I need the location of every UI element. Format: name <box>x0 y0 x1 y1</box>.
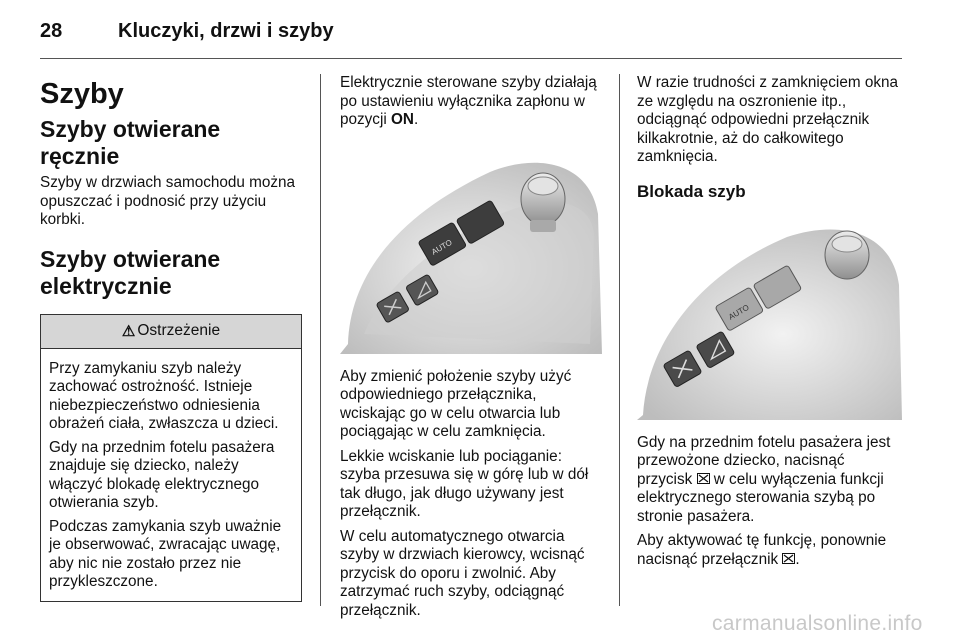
page-title: Kluczyki, drzwi i szyby <box>118 20 334 42</box>
paragraph <box>340 74 602 130</box>
text-run: . <box>795 550 800 568</box>
text-run: w celu wyłączenia funkcji elektrycznego sterowania szybą po stronie pasażera. <box>637 470 884 525</box>
warning-box <box>40 314 302 602</box>
section-heading: Szyby <box>40 78 124 110</box>
warning-paragraph: Podczas zamykania szyb uważnie je obserwować, zwracając uwagę, aby nic nie zostało przez nie przykleszczone. <box>49 517 282 590</box>
warning-title: Ostrzeżenie <box>137 322 221 339</box>
auto-label: AUTO <box>430 237 454 257</box>
column-3 <box>637 74 902 575</box>
page-number: 28 <box>40 20 63 42</box>
window-lock-icon <box>782 553 795 564</box>
subsection-heading-lock: Blokada szyb <box>637 181 746 201</box>
paragraph <box>637 532 902 569</box>
page-header <box>40 20 920 52</box>
column-1 <box>40 74 302 602</box>
paragraph: W razie trudności z zamknięciem okna ze względu na oszronienie itp., odciągnąć odpowiedni przełącznik kilkakrotnie, aż do całkowitego zamknięcia. <box>637 74 898 165</box>
paragraph: Lekkie wciskanie lub pociąganie: szyba przesuwa się w górę lub w dół tak długo, jak długo używany jest przełącznik. <box>340 447 589 520</box>
text-run: Elektrycznie sterowane szyby działają po ustawieniu wyłącznika zapłonu w pozycji <box>340 74 597 128</box>
column-divider <box>619 74 620 606</box>
warning-body <box>41 349 301 601</box>
subsection-heading-manual: Szyby otwierane ręcznie <box>40 116 221 169</box>
warning-paragraph: Gdy na przednim fotelu pasażera znajduje się dziecko, należy włączyć blokadę elektrycznego otwierania szyb. <box>49 438 275 511</box>
warning-paragraph: Przy zamykaniu szyb należy zachować ostrożność. Istnieje niebezpieczeństwo odniesienia obrażeń ciała, zwłaszcza u dzieci. <box>49 359 279 432</box>
paragraph: Aby zmienić położenie szyby użyć odpowiedniego przełącznika, wciskając go w celu otwarcia lub pociągając w celu zamknięcia. <box>340 367 572 440</box>
paragraph <box>637 434 902 527</box>
watermark: carmanualsonline.info <box>712 612 923 635</box>
text-run: Aby aktywować tę funkcję, ponownie nacisnąć przełącznik <box>637 532 887 568</box>
window-switch-photo <box>340 144 602 354</box>
auto-label: AUTO <box>727 302 751 322</box>
header-rule <box>40 58 902 59</box>
paragraph: W celu automatycznego otwarcia szyby w drzwiach kierowcy, wcisnąć przycisk do oporu i zwolnić. Aby zatrzymać ruch szyby, odciągnąć przełącznik. <box>340 527 585 619</box>
column-2 <box>340 74 602 626</box>
column-divider <box>320 74 321 606</box>
subsection-heading-electric: Szyby otwierane elektrycznie <box>40 245 221 299</box>
warning-header <box>41 315 301 349</box>
text-run: Gdy na przednim fotelu pasażera jest przewożone dziecko, nacisnąć przycisk <box>637 433 891 488</box>
paragraph: Szyby w drzwiach samochodu można opuszczać i podnosić przy użyciu korbki. <box>40 174 296 228</box>
text-run: . <box>413 111 419 128</box>
window-lock-photo <box>637 215 902 420</box>
window-lock-icon <box>697 473 710 484</box>
warning-icon: ⚠ <box>121 323 136 340</box>
ignition-on-label: ON <box>391 111 414 128</box>
